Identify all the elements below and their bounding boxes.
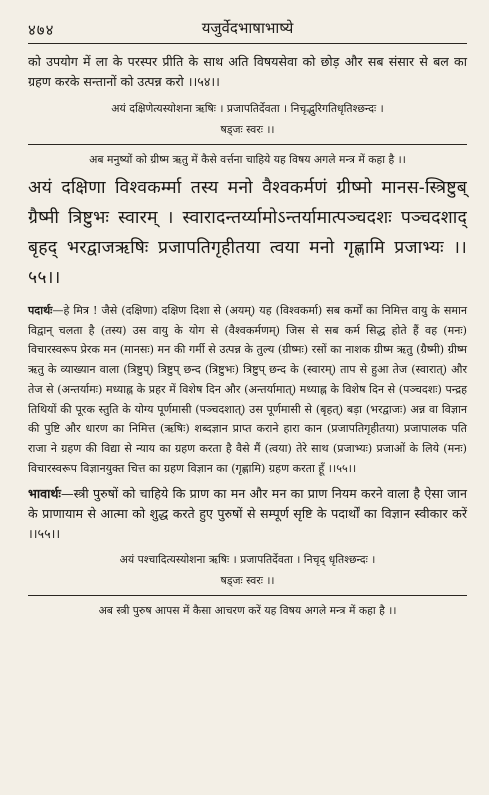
running-title: यजुर्वेदभाषाभाष्ये <box>201 19 294 37</box>
page-body <box>28 52 467 622</box>
page-number: ४७४ <box>28 21 55 39</box>
rishi-devata-line: अयं दक्षिणेत्यस्योशना ऋषिः । प्रजापतिर्देवता । निचृद्भुरिगतिधृतिश्छन्दः । <box>111 102 384 115</box>
bhavartha-paragraph <box>28 484 467 544</box>
padartha-label: पदार्थः <box>28 304 53 317</box>
bhavartha-text: —स्त्री पुरुषों को चाहिये कि प्राण का मन और मन का प्राण नियम करने वाला है ऐसा जान के प्राणायाम से आत्मा को शुद्ध करते हुए पुरुषों से सम्पूर्ण सृष्टि के पदार्थों का विज्ञान स्वीकार करें ।।५५।। <box>28 486 467 542</box>
header-rule <box>28 43 467 44</box>
rishi-devata-line-next: अयं पश्चादित्यस्योशना ऋषिः । प्रजापतिर्देवता । निचृद् धृतिश्छन्दः । <box>119 553 376 567</box>
mantra-text: अयं दक्षिणा विश्वकर्म्मा तस्य मनो वैश्वकर्मणं ग्रीष्मो मानस-स्त्रिष्टुब् ग्रैष्मी त्रिष्टुभः स्वारम् । स्वारादन्तर्य्यामोऽन्तर्यामात्पञ्चदशः पञ्चदशाद् बृहद् भरद्वाजऋषिः प्रजापतिगृहीतया त्वया मनो गृह्णामि प्रजाभ्यः ।।५५।। <box>28 178 467 288</box>
svara-line: षड्जः स्वरः ।। <box>220 123 275 136</box>
padartha-paragraph <box>28 301 467 478</box>
svara-line-next: षड्जः स्वरः ।। <box>220 574 275 588</box>
previous-bhavartha-continuation: को उपयोग में ला के परस्पर प्रीति के साथ अति विषयसेवा को छोड़ और सब संसार से बल का ग्रहण करके सन्तानों को उत्पन्न करो ।।५४।। <box>28 54 467 89</box>
mantra-intro: अब मनुष्यों को ग्रीष्म ऋतु में कैसे वर्त्तना चाहिये यह विषय अगले मन्त्र में कहा है ।। <box>89 153 406 166</box>
padartha-text: —हे मित्र ! जैसे (दक्षिणा) दक्षिण दिशा से (अयम्) यह (विश्वकर्मा) सब कर्मों का निमित्त वायु के समान विद्वान् चलता है (तस्य) उस वायु के योग से (वैश्वकर्मणम्) जिस से सब कर्म सिद्ध होते हैं वह (मनः) विचारस्वरूप प्रेरक मन (मानसः) मन की गर्मी से उत्पन्न के तुल्य (ग्रीष्मः) रसों का नाशक ग्रीष्म ऋतु (ग्रैष्मी) ग्रीष्म ऋतु के व्याख्यान वाला (त्रिष्टुप्) त्रिष्टुप् छन्द (त्रिष्टुभः) त्रिष्टुप् छन्द के (स्वारम्) ताप से हुआ तेज (स्वारात्) और तेज से (अन्तर्यामः) मध्याह्न के प्रहर में विशेष दिन और (अन्तर्यामात्) मध्याह्न के विशेष दिन से (पञ्चदशः) पन्द्रह तिथियों की पूरक स्तुति के योग्य पूर्णमासी (पञ्चदशात्) उस पूर्णमासी से (बृहत्) बड़ा (भरद्वाजः) अन्न वा विज्ञान की पुष्टि और धारण का निमित्त (ऋषिः) शब्दज्ञान प्राप्त कराने हारा कान (प्रजापतिगृहीतया) प्रजापालक पति राजा ने ग्रहण की विद्या से न्याय का ग्रहण करता है वैसे मैं (त्वया) तेरे साथ (प्रजाभ्यः) प्रजाओं के लिये (मनः) विचारस्वरूप विज्ञानयुक्त चित्त का ग्रहण विज्ञान का (गृह्णामि) ग्रहण करता हूँ ।।५५।। <box>28 304 467 475</box>
mantra-intro-next: अब स्त्री पुरुष आपस में कैसा आचरण करें यह विषय अगले मन्त्र में कहा है ।। <box>98 604 397 618</box>
page-header <box>28 12 467 42</box>
section-divider <box>28 144 467 145</box>
bhavartha-label: भावार्थः <box>28 486 61 502</box>
section-divider-next <box>28 595 467 596</box>
